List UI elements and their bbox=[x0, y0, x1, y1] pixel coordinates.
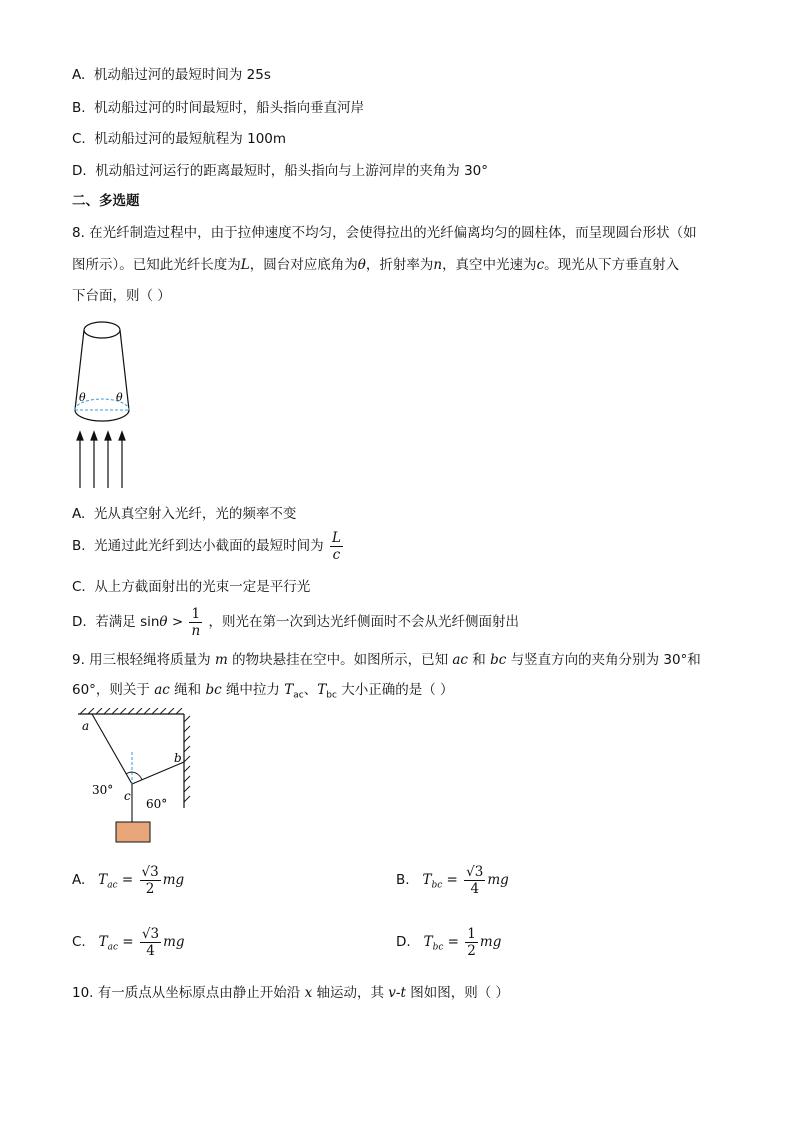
mg: mg bbox=[163, 934, 185, 950]
text: 。现光从下方垂直射入 bbox=[544, 257, 680, 273]
fraction-L-over-c bbox=[330, 530, 343, 563]
q8-option-a bbox=[72, 505, 296, 523]
option-label: C. bbox=[72, 131, 86, 147]
fiber-figure bbox=[60, 316, 160, 496]
top-ellipse bbox=[84, 322, 120, 338]
var-m: m bbox=[214, 652, 228, 668]
option-label: C. bbox=[72, 579, 86, 595]
option-text: 光通过此光纤到达小截面的最短时间为 bbox=[94, 538, 324, 554]
rope-bc bbox=[132, 762, 184, 784]
block bbox=[116, 822, 150, 842]
var-Tbc: T bbox=[317, 682, 327, 698]
var-theta: θ bbox=[357, 257, 366, 273]
option-label: D. bbox=[72, 614, 87, 630]
theta-right-label: θ bbox=[116, 391, 123, 404]
option-label: A. bbox=[72, 506, 86, 522]
option-label: D. bbox=[396, 934, 411, 950]
label-30: 30° bbox=[92, 783, 114, 797]
text: 绳中拉力 bbox=[225, 682, 280, 698]
subscript: ac bbox=[107, 942, 119, 953]
option-label: B. bbox=[396, 872, 410, 888]
theta-left-label: θ bbox=[79, 391, 86, 404]
text: 图所示）。已知此光纤长度为 bbox=[72, 257, 241, 273]
var-c: c bbox=[536, 257, 545, 273]
var-ac: ac bbox=[452, 652, 468, 668]
var-T: T bbox=[423, 934, 433, 950]
text: ，折射率为 bbox=[365, 257, 434, 273]
option-text: 机动船过河运行的距离最短时，船头指向与上游河岸的夹角为 30° bbox=[95, 163, 488, 179]
label-c: c bbox=[124, 789, 131, 803]
var-L: L bbox=[240, 257, 250, 273]
text: 图如图，则（ ） bbox=[410, 985, 509, 1001]
mg: mg bbox=[479, 934, 502, 950]
text: 轴运动，其 bbox=[316, 985, 384, 1001]
text: 大小正确的是（ ） bbox=[341, 682, 454, 698]
denominator: c bbox=[332, 546, 341, 563]
text: 绳和 bbox=[174, 682, 202, 698]
subscript: ac bbox=[107, 880, 118, 891]
gt-sign: > bbox=[167, 614, 184, 630]
rope-figure bbox=[70, 708, 200, 848]
option-text: 机动船过河的最短航程为 100m bbox=[94, 131, 287, 147]
option-label: B. bbox=[72, 100, 86, 116]
text: 与竖直方向的夹角分别为 30°和 bbox=[510, 652, 701, 668]
section-title: 二、多选题 bbox=[72, 193, 140, 209]
var-bc: bc bbox=[490, 652, 507, 668]
arrows bbox=[77, 432, 125, 488]
sub-ac: ac bbox=[293, 690, 304, 701]
denominator: 4 bbox=[146, 942, 155, 959]
text: ，圆台对应底角为 bbox=[249, 257, 358, 273]
option-label: A. bbox=[72, 872, 86, 888]
text: 60°，则关于 bbox=[72, 682, 150, 698]
option-text: 机动船过河的最短时间为 25s bbox=[93, 67, 271, 83]
denominator: n bbox=[191, 622, 201, 639]
q9-stem-line1 bbox=[72, 651, 701, 669]
var-Tac: T bbox=[284, 682, 294, 698]
numerator: √3 bbox=[141, 863, 159, 880]
option-text: 机动船过河的时间最短时，船头指向垂直河岸 bbox=[94, 100, 365, 116]
option-label: A. bbox=[72, 67, 86, 83]
option-text: 从上方截面射出的光束一定是平行光 bbox=[94, 579, 311, 595]
option-text: ，则光在第一次到达光纤侧面时不会从光纤侧面射出 bbox=[208, 614, 519, 630]
sub-bc: bc bbox=[326, 690, 337, 701]
option-label: D. bbox=[72, 163, 87, 179]
subscript: bc bbox=[431, 880, 443, 891]
var-T: T bbox=[98, 872, 108, 888]
label-a: a bbox=[82, 719, 90, 733]
q8-option-d bbox=[72, 604, 519, 640]
ceiling-hatch bbox=[80, 708, 182, 714]
q7-option-c bbox=[72, 130, 286, 148]
fraction bbox=[140, 864, 161, 897]
q7-option-b bbox=[72, 99, 364, 117]
angle-arc-30 bbox=[126, 772, 132, 774]
option-text: 若满足 sin bbox=[95, 614, 160, 630]
var-bc: bc bbox=[205, 682, 222, 698]
var-x: x bbox=[304, 985, 313, 1001]
fraction-1-over-n bbox=[189, 606, 202, 639]
eq: = bbox=[442, 872, 458, 888]
fraction bbox=[464, 864, 485, 897]
mg: mg bbox=[487, 872, 509, 888]
var-ac: ac bbox=[154, 682, 170, 698]
option-text: 光从真空射入光纤，光的频率不变 bbox=[93, 506, 297, 522]
fraction bbox=[140, 926, 161, 959]
label-60: 60° bbox=[146, 797, 168, 811]
numerator: √3 bbox=[466, 863, 484, 880]
angle-arc-60 bbox=[132, 772, 142, 780]
text: 的物块悬挂在空中。如图所示，已知 bbox=[232, 652, 449, 668]
q10-stem bbox=[72, 984, 509, 1002]
numerator: 1 bbox=[467, 925, 476, 942]
numerator: 1 bbox=[189, 606, 202, 623]
text: 9. 用三根轻绳将质量为 bbox=[72, 652, 211, 668]
q9-option-a bbox=[72, 860, 184, 906]
q9-option-b bbox=[396, 860, 509, 906]
q9-stem-line2 bbox=[72, 681, 454, 705]
wall-hatch bbox=[184, 716, 190, 802]
option-label: B. bbox=[72, 538, 86, 554]
text: 10. 有一质点从坐标原点由静止开始沿 bbox=[72, 985, 301, 1001]
option-label: C. bbox=[72, 934, 86, 950]
fraction bbox=[465, 926, 478, 959]
q8-option-c bbox=[72, 578, 310, 596]
numerator: L bbox=[331, 529, 341, 546]
label-b: b bbox=[174, 751, 182, 765]
denominator: 2 bbox=[145, 880, 155, 897]
eq: = bbox=[117, 872, 134, 888]
q8-option-b bbox=[72, 528, 345, 564]
denominator: 4 bbox=[470, 880, 480, 897]
q7-option-d bbox=[72, 162, 488, 180]
var-T: T bbox=[98, 934, 108, 950]
q7-option-a bbox=[72, 66, 271, 84]
var-T: T bbox=[422, 872, 432, 888]
sep: 、 bbox=[303, 682, 318, 698]
q8-stem-line1: 8. 在光纤制造过程中，由于拉伸速度不均匀，会使得拉出的光纤偏离均匀的圆柱体，而呈现圆台形状（如 bbox=[72, 225, 697, 241]
q8-stem-line2 bbox=[72, 256, 679, 274]
q8-stem-line3: 下台面，则（ ） bbox=[72, 288, 171, 304]
q9-option-d bbox=[396, 922, 501, 968]
eq: = bbox=[443, 934, 459, 950]
text: 和 bbox=[472, 652, 486, 668]
var-theta: θ bbox=[159, 614, 168, 630]
var-vt: v-t bbox=[388, 985, 406, 1001]
var-n: n bbox=[433, 257, 443, 273]
denominator: 2 bbox=[467, 942, 476, 959]
numerator: √3 bbox=[141, 925, 160, 942]
mg: mg bbox=[162, 872, 185, 888]
text: ，真空中光速为 bbox=[442, 257, 537, 273]
subscript: bc bbox=[432, 942, 444, 953]
bottom-front bbox=[75, 410, 129, 421]
eq: = bbox=[118, 934, 134, 950]
q9-option-c bbox=[72, 922, 185, 968]
